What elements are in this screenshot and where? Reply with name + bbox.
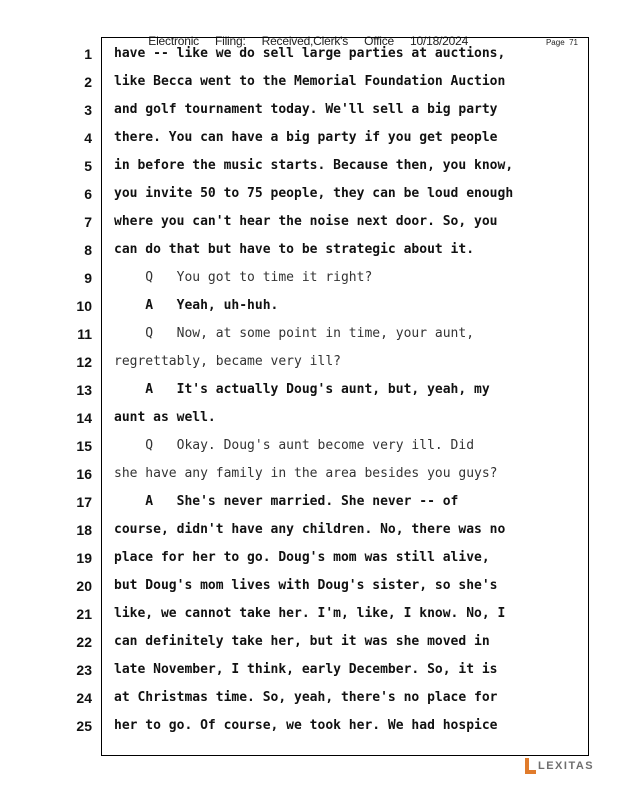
line-number: 11 (77, 326, 92, 342)
line-number: 19 (76, 550, 92, 566)
page-number: 71 (569, 38, 578, 47)
lexitas-logo-icon (525, 758, 536, 774)
line-number: 21 (76, 606, 92, 622)
line-number: 25 (76, 718, 92, 734)
line-number: 4 (84, 130, 92, 146)
filing-header-electronic: Electronic (148, 34, 199, 48)
line-number: 10 (76, 298, 92, 314)
transcript-line: regrettably, became very ill? (114, 354, 341, 369)
transcript-line: A She's never married. She never -- of (114, 494, 459, 509)
transcript-line: course, didn't have any children. No, there was no (114, 522, 506, 537)
transcript-line: there. You can have a big party if you get people (114, 130, 498, 145)
line-number: 7 (84, 214, 92, 230)
transcript-line: like, we cannot take her. I'm, like, I know. No, I (114, 606, 506, 621)
line-number: 6 (84, 186, 92, 202)
transcript-line: you invite 50 to 75 people, they can be loud enough (114, 186, 514, 201)
transcript-line: where you can't hear the noise next door. So, you (114, 214, 498, 229)
transcript-line: aunt as well. (114, 410, 216, 425)
line-number: 13 (76, 382, 92, 398)
transcript-line: A It's actually Doug's aunt, but, yeah, my (114, 382, 490, 397)
line-number: 15 (76, 438, 92, 454)
line-number: 24 (76, 690, 92, 706)
filing-header-office: Office (364, 34, 395, 48)
line-number: 9 (84, 270, 92, 286)
page-number-label (546, 38, 578, 47)
line-number: 18 (76, 522, 92, 538)
line-number: 17 (76, 494, 92, 510)
transcript-line: and golf tournament today. We'll sell a big party (114, 102, 498, 117)
transcript-line: her to go. Of course, we took her. We had hospice (114, 718, 498, 733)
transcript-line: she have any family in the area besides you guys? (114, 466, 498, 481)
lexitas-logo-text: LEXITAS (538, 760, 595, 772)
transcript-line: A Yeah, uh-huh. (114, 298, 279, 313)
transcript-line: at Christmas time. So, yeah, there's no place for (114, 690, 498, 705)
line-number: 22 (76, 634, 92, 650)
transcript-line: in before the music starts. Because then, you know, (114, 158, 514, 173)
filing-header-date: 10/18/2024 (410, 34, 469, 48)
transcript-line: place for her to go. Doug's mom was still alive, (114, 550, 490, 565)
line-number: 14 (76, 410, 92, 426)
filing-header-filing: Filing: (214, 34, 246, 48)
transcript-line: can definitely take her, but it was she moved in (114, 634, 490, 649)
line-number: 20 (76, 578, 92, 594)
line-number: 8 (84, 242, 92, 258)
transcript-line: Q Okay. Doug's aunt become very ill. Did (114, 438, 475, 453)
line-number: 3 (84, 102, 92, 118)
page-label-text: Page (545, 38, 565, 47)
transcript-line: but Doug's mom lives with Doug's sister, so she's (114, 578, 498, 593)
transcript-line: Q Now, at some point in time, your aunt, (114, 326, 475, 341)
line-number: 1 (84, 46, 92, 62)
transcript-line: late November, I think, early December. So, it is (114, 662, 498, 677)
line-number: 2 (84, 74, 92, 90)
transcript-line: can do that but have to be strategic about it. (114, 242, 475, 257)
filing-header-received: Received,Clerk's (261, 34, 349, 48)
transcript-line: have -- like we do sell large parties at auctions, (114, 46, 506, 61)
line-number: 16 (76, 466, 92, 482)
transcript-line: like Becca went to the Memorial Foundation Auction (114, 74, 506, 89)
line-number: 23 (76, 662, 92, 678)
line-number: 5 (84, 158, 92, 174)
lexitas-logo (525, 758, 594, 774)
line-number: 12 (76, 354, 92, 370)
transcript-line: Q You got to time it right? (114, 270, 373, 285)
